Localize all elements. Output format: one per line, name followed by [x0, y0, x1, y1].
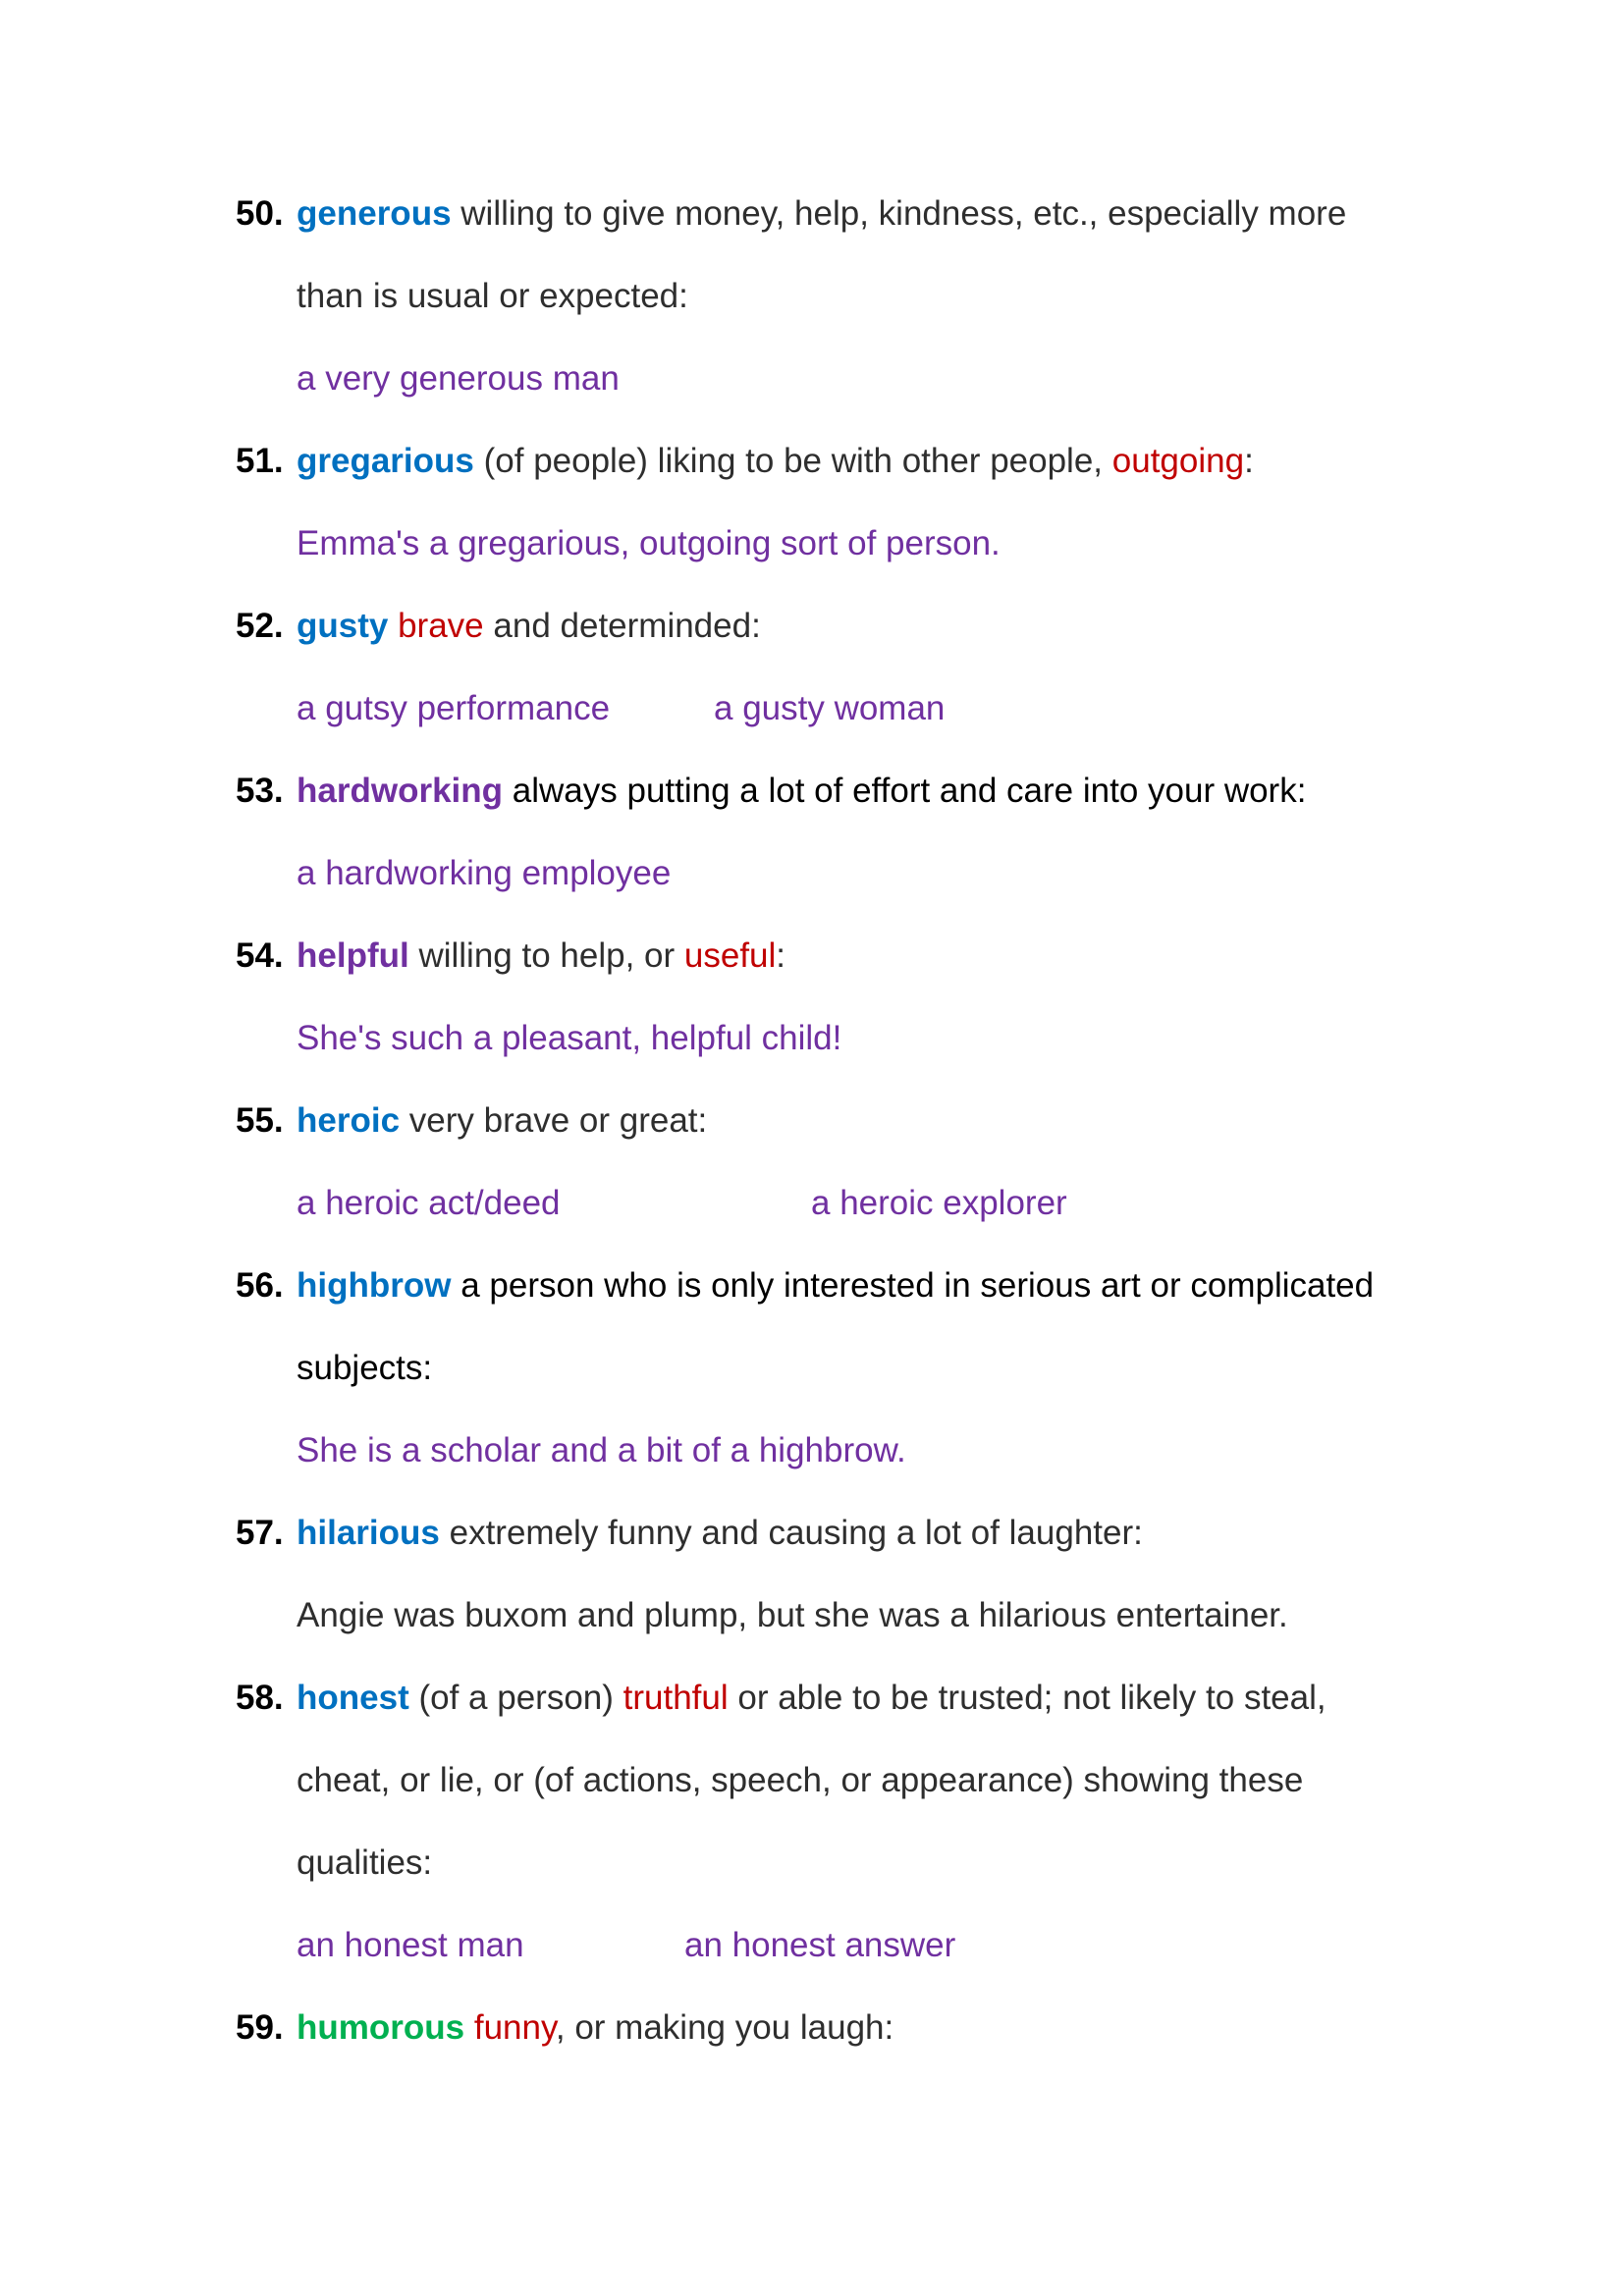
entry-line [297, 1101, 707, 1141]
example-sentence: a very generous man [297, 359, 620, 398]
synonym: outgoing [1111, 442, 1245, 480]
definition: willing to help, or [418, 936, 676, 975]
entry-number: 58. [236, 1679, 284, 1717]
definition: a person who is only interested in serious art or complicated [460, 1266, 1375, 1305]
definition: extremely funny and causing a lot of laughter: [449, 1514, 1143, 1552]
example-sentence: She's such a pleasant, helpful child! [297, 1019, 842, 1057]
example-sentence: a heroic act/deed [297, 1184, 561, 1222]
headword: hilarious [297, 1514, 440, 1552]
example-sentence: an honest man [297, 1926, 524, 1964]
headword: heroic [297, 1101, 401, 1140]
entry-number: 50. [236, 194, 284, 233]
example-sentence: Angie was buxom and plump, but she was a hilarious entertainer. [297, 1596, 1288, 1634]
definition: always putting a lot of effort and care into your work: [512, 772, 1307, 810]
headword: gusty [297, 607, 389, 645]
example-sentence: She is a scholar and a bit of a highbrow. [297, 1431, 906, 1469]
example-sentence: a gutsy performance [297, 689, 611, 727]
headword: hardworking [297, 772, 504, 810]
example-sentence: a gusty woman [714, 689, 946, 727]
definition: very brave or great: [408, 1101, 708, 1140]
synonym: useful [683, 936, 777, 975]
definition: willing to give money, help, kindness, etc., especially more [460, 194, 1347, 233]
headword: helpful [297, 936, 409, 975]
entry-line [297, 607, 761, 646]
definition-end: or able to be trusted; not likely to steal, [737, 1679, 1326, 1717]
headword: gregarious [297, 442, 474, 480]
definition-end: : [776, 936, 786, 975]
synonym: truthful [623, 1679, 729, 1717]
definition-continuation: qualities: [297, 1843, 433, 1882]
entry-number: 51. [236, 442, 284, 480]
entry-line [297, 772, 1306, 811]
headword: highbrow [297, 1266, 452, 1305]
example-sentence: an honest answer [684, 1926, 956, 1964]
headword: generous [297, 194, 452, 233]
entry-line [297, 194, 1346, 234]
definition-continuation: cheat, or lie, or (of actions, speech, or appearance) showing these [297, 1761, 1304, 1799]
entry-line [297, 1514, 1143, 1553]
example-sentence: a heroic explorer [811, 1184, 1067, 1222]
entry-number: 57. [236, 1514, 284, 1552]
entry-number: 55. [236, 1101, 284, 1140]
synonym: brave [398, 607, 484, 645]
definition-end: , or making you laugh: [555, 2008, 894, 2047]
definition: and determinded: [493, 607, 761, 645]
headword: humorous [297, 2008, 465, 2047]
entry-number: 59. [236, 2008, 284, 2047]
entry-line [297, 2008, 893, 2048]
definition-continuation: subjects: [297, 1349, 433, 1387]
entry-number: 56. [236, 1266, 284, 1305]
headword: honest [297, 1679, 409, 1717]
entry-line [297, 442, 1254, 481]
definition: (of people) liking to be with other people, [483, 442, 1104, 480]
entry-number: 53. [236, 772, 284, 810]
example-sentence: a hardworking employee [297, 854, 672, 892]
example-sentence: Emma's a gregarious, outgoing sort of person. [297, 524, 1001, 562]
entry-number: 52. [236, 607, 284, 645]
definition-continuation: than is usual or expected: [297, 277, 688, 315]
entry-number: 54. [236, 936, 284, 975]
definition: (of a person) [418, 1679, 614, 1717]
synonym: funny [473, 2008, 556, 2047]
entry-line [297, 1266, 1374, 1306]
entry-line [297, 936, 785, 976]
definition-end: : [1244, 442, 1254, 480]
entry-line [297, 1679, 1326, 1718]
